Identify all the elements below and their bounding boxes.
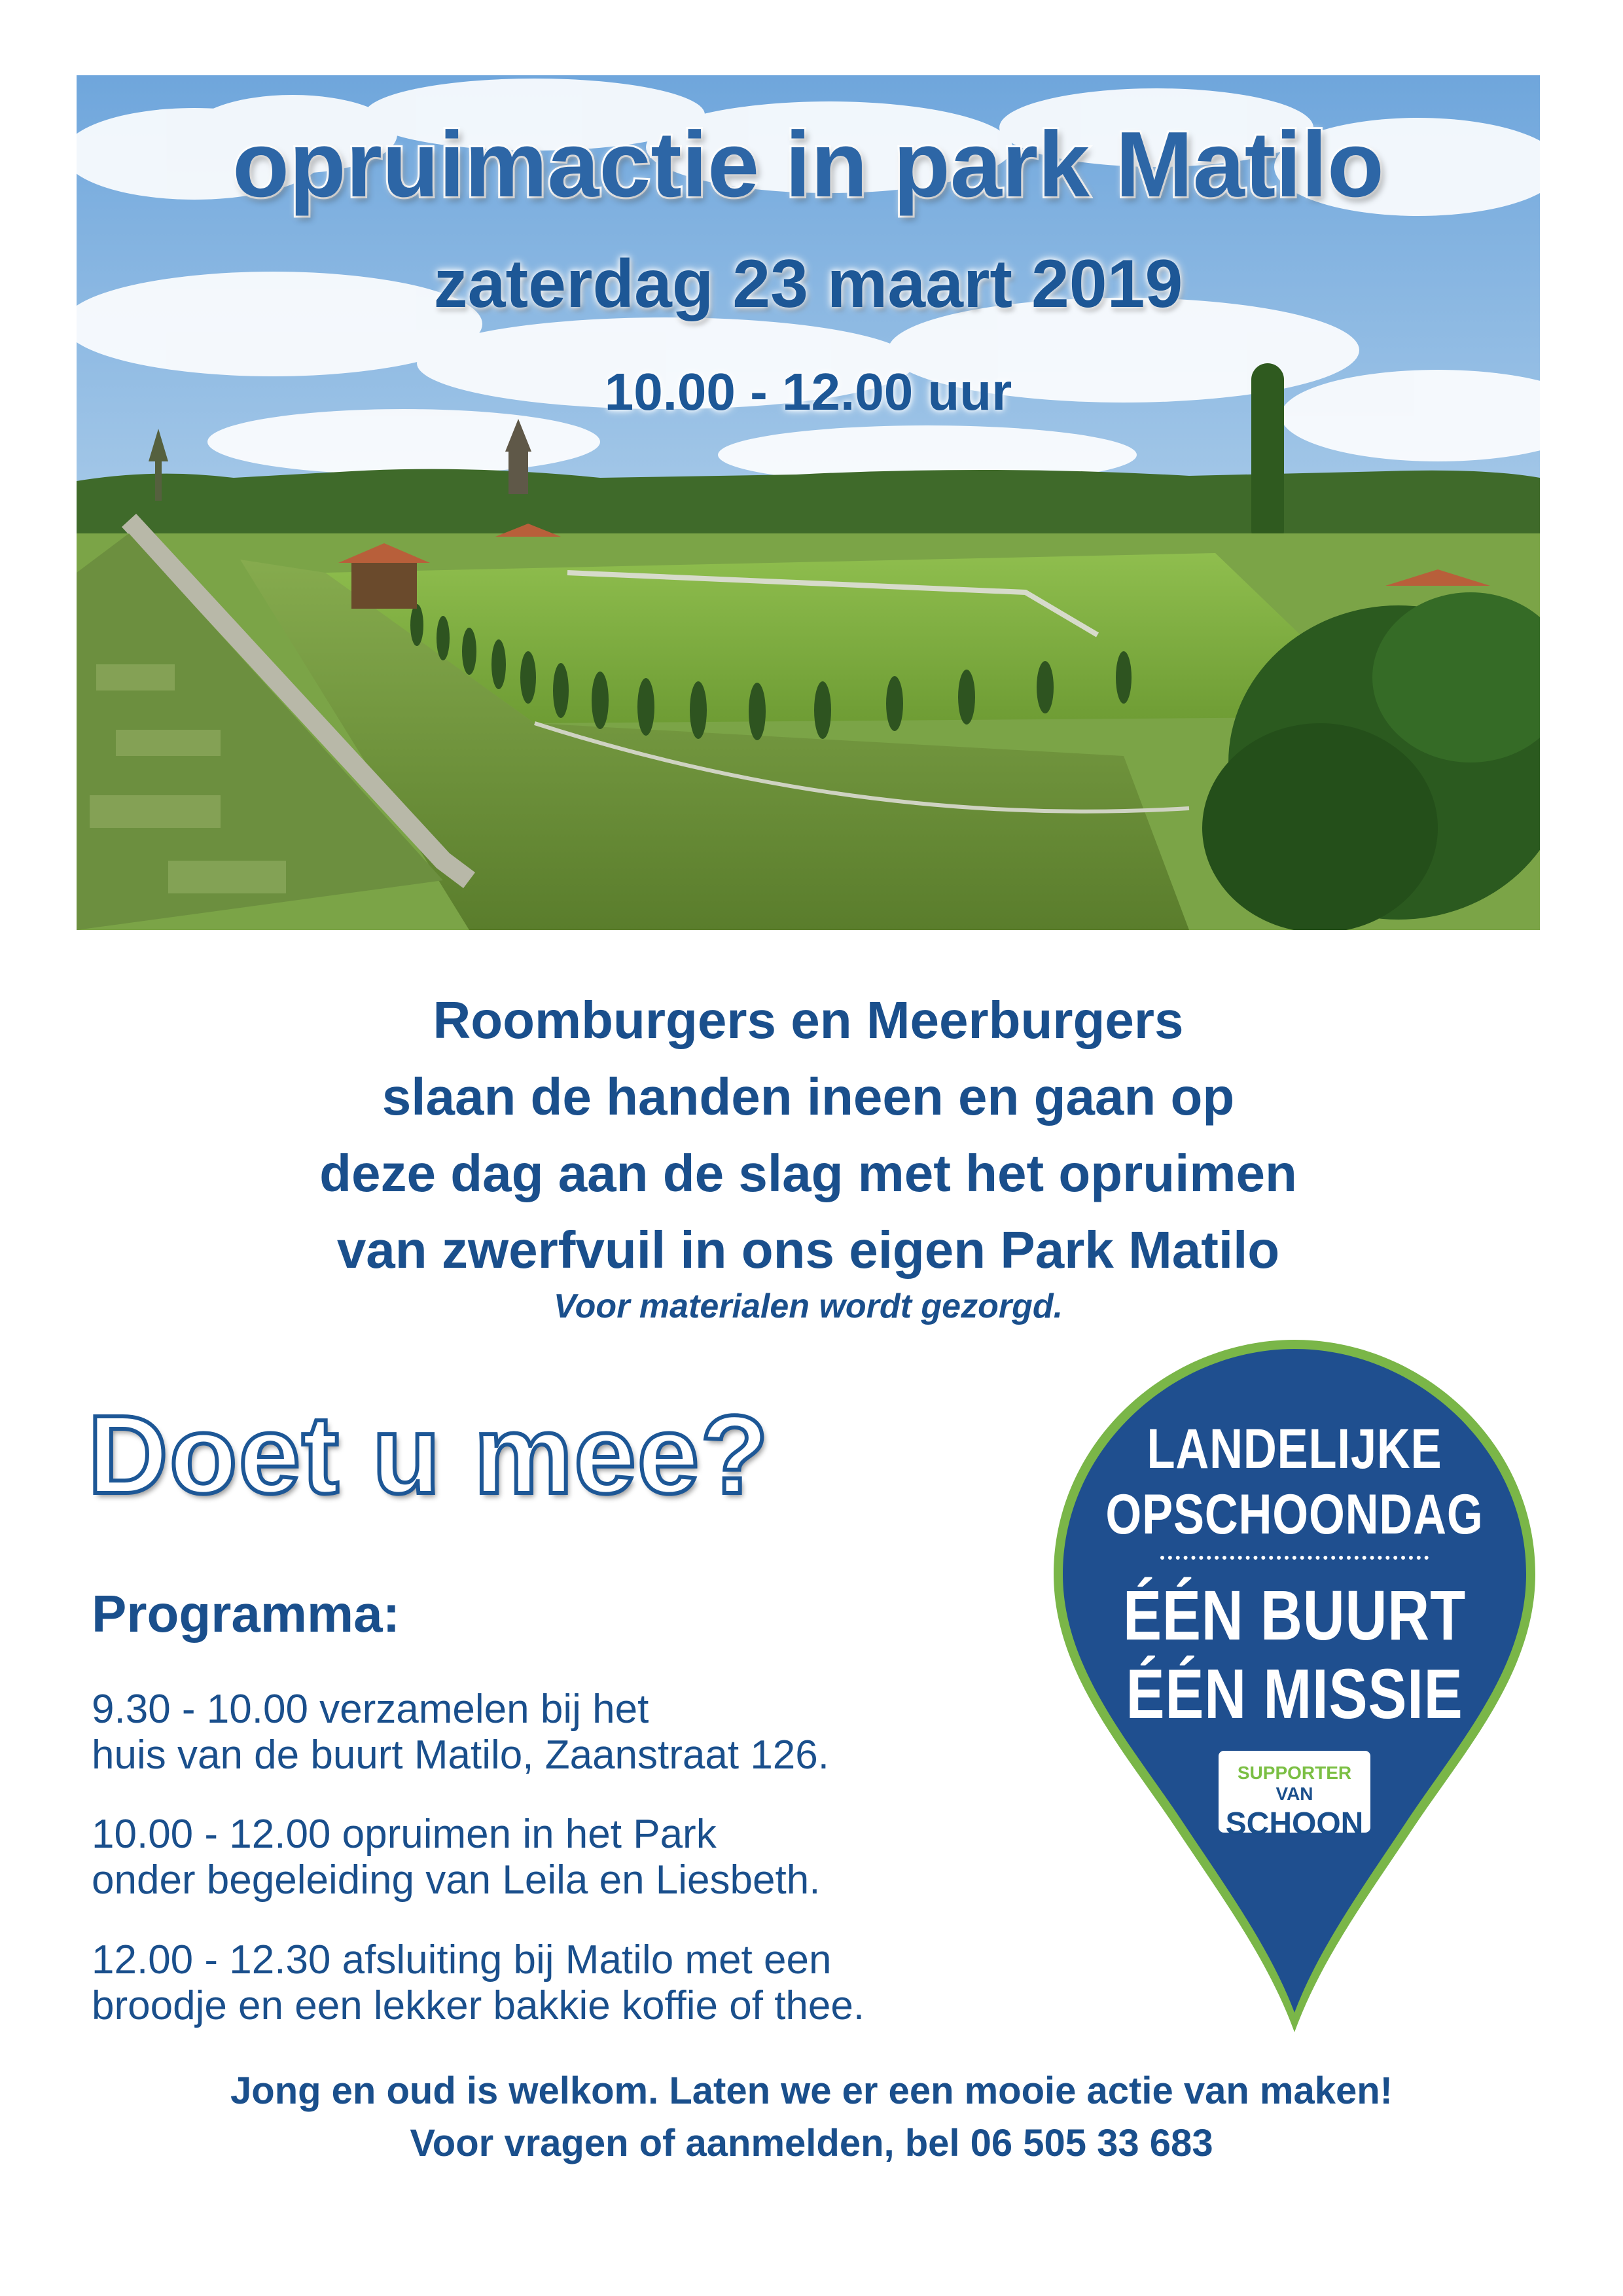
pin-line-een-buurt: ÉÉN BUURT bbox=[1122, 1575, 1467, 1655]
intro-text bbox=[77, 982, 1540, 1326]
supporter-van-schoon-badge bbox=[1219, 1751, 1370, 1841]
program-item bbox=[92, 1687, 829, 1778]
intro-line: Roomburgers en Meerburgers bbox=[433, 991, 1184, 1049]
event-date: zaterdag 23 maart 2019 bbox=[433, 246, 1183, 322]
footer-contact-line: Voor vragen of aanmelden, bel 06 505 33 683 bbox=[410, 2122, 1213, 2164]
call-to-action: Doet u mee? bbox=[88, 1393, 770, 1517]
hero-photo bbox=[77, 75, 1540, 930]
program-item-detail-line: huis van de buurt Matilo, Zaanstraat 126. bbox=[92, 1732, 829, 1778]
program-heading: Programma: bbox=[92, 1585, 401, 1643]
badge-schoon-text: SCHOON bbox=[1225, 1806, 1364, 1841]
opschoondag-pin-logo bbox=[1046, 1332, 1543, 2039]
badge-supporter-text: SUPPORTER bbox=[1237, 1763, 1352, 1783]
program-item bbox=[92, 1937, 865, 2029]
intro-line: van zwerfvuil in ons eigen Park Matilo bbox=[336, 1221, 1280, 1279]
pin-line-landelijke: LANDELIJKE bbox=[1147, 1418, 1442, 1480]
footer bbox=[0, 2065, 1623, 2170]
program-item-time-line: 10.00 - 12.00 opruimen in het Park bbox=[92, 1812, 717, 1857]
pin-divider bbox=[1160, 1556, 1429, 1560]
pin-line-een-missie: ÉÉN MISSIE bbox=[1126, 1654, 1463, 1733]
event-title: opruimactie in park Matilo bbox=[232, 113, 1384, 217]
badge-top-text bbox=[1219, 1763, 1370, 1804]
badge-van-text: VAN bbox=[1275, 1784, 1313, 1804]
intro-line: slaan de handen ineen en gaan op bbox=[382, 1067, 1235, 1126]
intro-line: deze dag aan de slag met het opruimen bbox=[319, 1144, 1297, 1202]
program-item-time-line: 12.00 - 12.30 afsluiting bij Matilo met een bbox=[92, 1937, 832, 1982]
event-time: 10.00 - 12.00 uur bbox=[604, 363, 1012, 421]
materials-note: Voor materialen wordt gezorgd. bbox=[553, 1287, 1063, 1325]
footer-welcome-line: Jong en oud is welkom. Laten we er een mooie actie van maken! bbox=[230, 2070, 1393, 2112]
program-item-detail-line: broodje en een lekker bakkie koffie of thee. bbox=[92, 1983, 865, 2028]
program-item-detail-line: onder begeleiding van Leila en Liesbeth. bbox=[92, 1857, 821, 1903]
program-item-time-line: 9.30 - 10.00 verzamelen bij het bbox=[92, 1687, 649, 1732]
program-item bbox=[92, 1812, 820, 1903]
pin-line-opschoondag: OPSCHOONDAG bbox=[1105, 1483, 1484, 1546]
